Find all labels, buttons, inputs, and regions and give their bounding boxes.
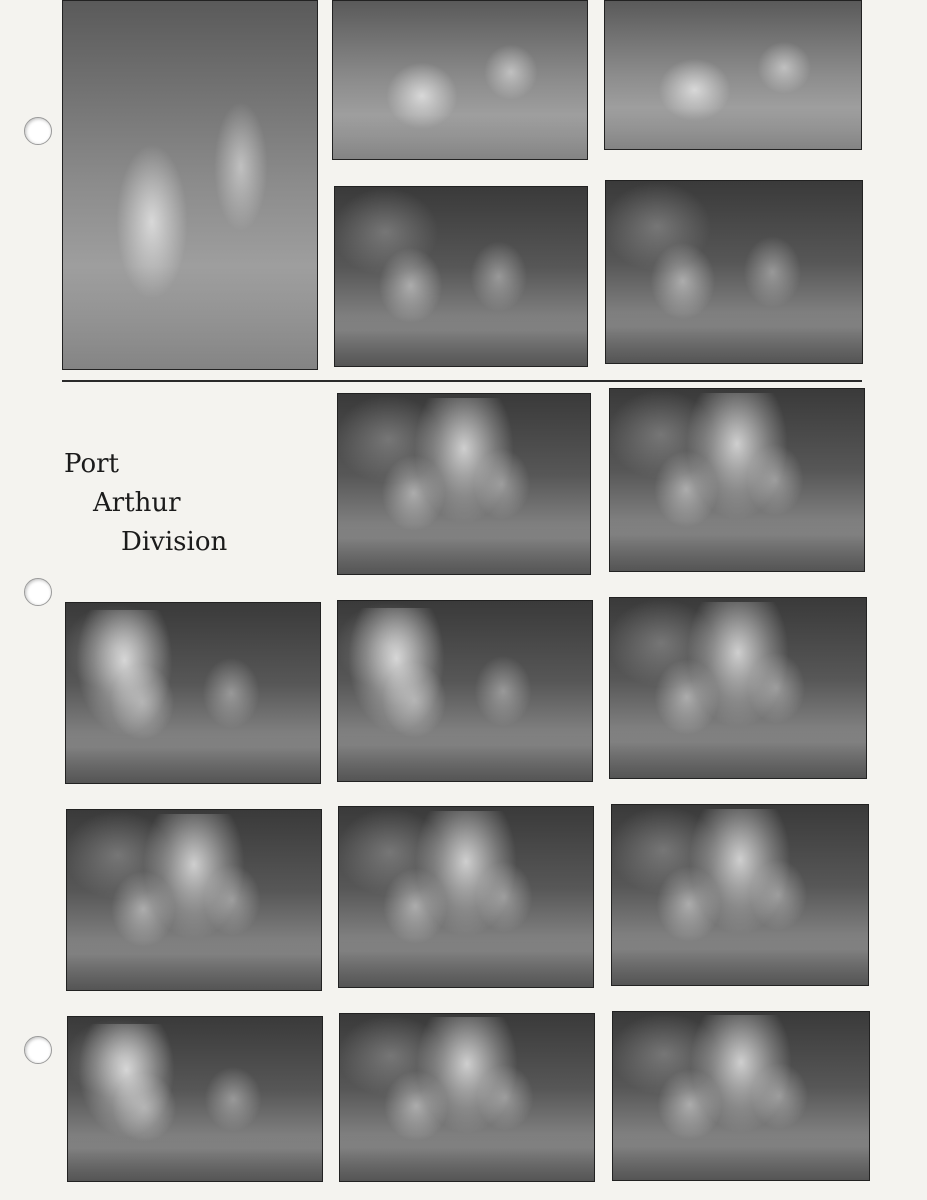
binder-hole-top (24, 117, 52, 145)
heading-line-port: Port (64, 449, 119, 479)
woman-with-santa-photo (337, 393, 591, 575)
children-group-photo (62, 0, 318, 370)
heading-line-arthur: Arthur (93, 488, 181, 518)
family-with-santa-5-photo (338, 806, 594, 988)
family-with-santa-6-photo (611, 804, 869, 986)
family-with-santa-8-photo (339, 1013, 595, 1182)
heading-line-division: Division (121, 527, 228, 557)
children-at-table-photo (605, 180, 863, 364)
family-with-santa-9-photo (612, 1011, 870, 1181)
adults-with-santa-photo (609, 388, 865, 572)
family-with-santa-4-photo (66, 809, 322, 991)
family-with-santa-3-photo (609, 597, 867, 779)
family-with-santa-1-photo (65, 602, 321, 784)
children-with-toy-train-photo (604, 0, 862, 150)
section-divider (62, 380, 862, 382)
division-heading (64, 445, 227, 562)
children-crowd-photo (332, 0, 588, 160)
binder-hole-middle (24, 578, 52, 606)
boy-with-santa-photo (334, 186, 588, 367)
family-with-santa-2-photo (337, 600, 593, 782)
binder-hole-bottom (24, 1036, 52, 1064)
family-with-santa-7-photo (67, 1016, 323, 1182)
